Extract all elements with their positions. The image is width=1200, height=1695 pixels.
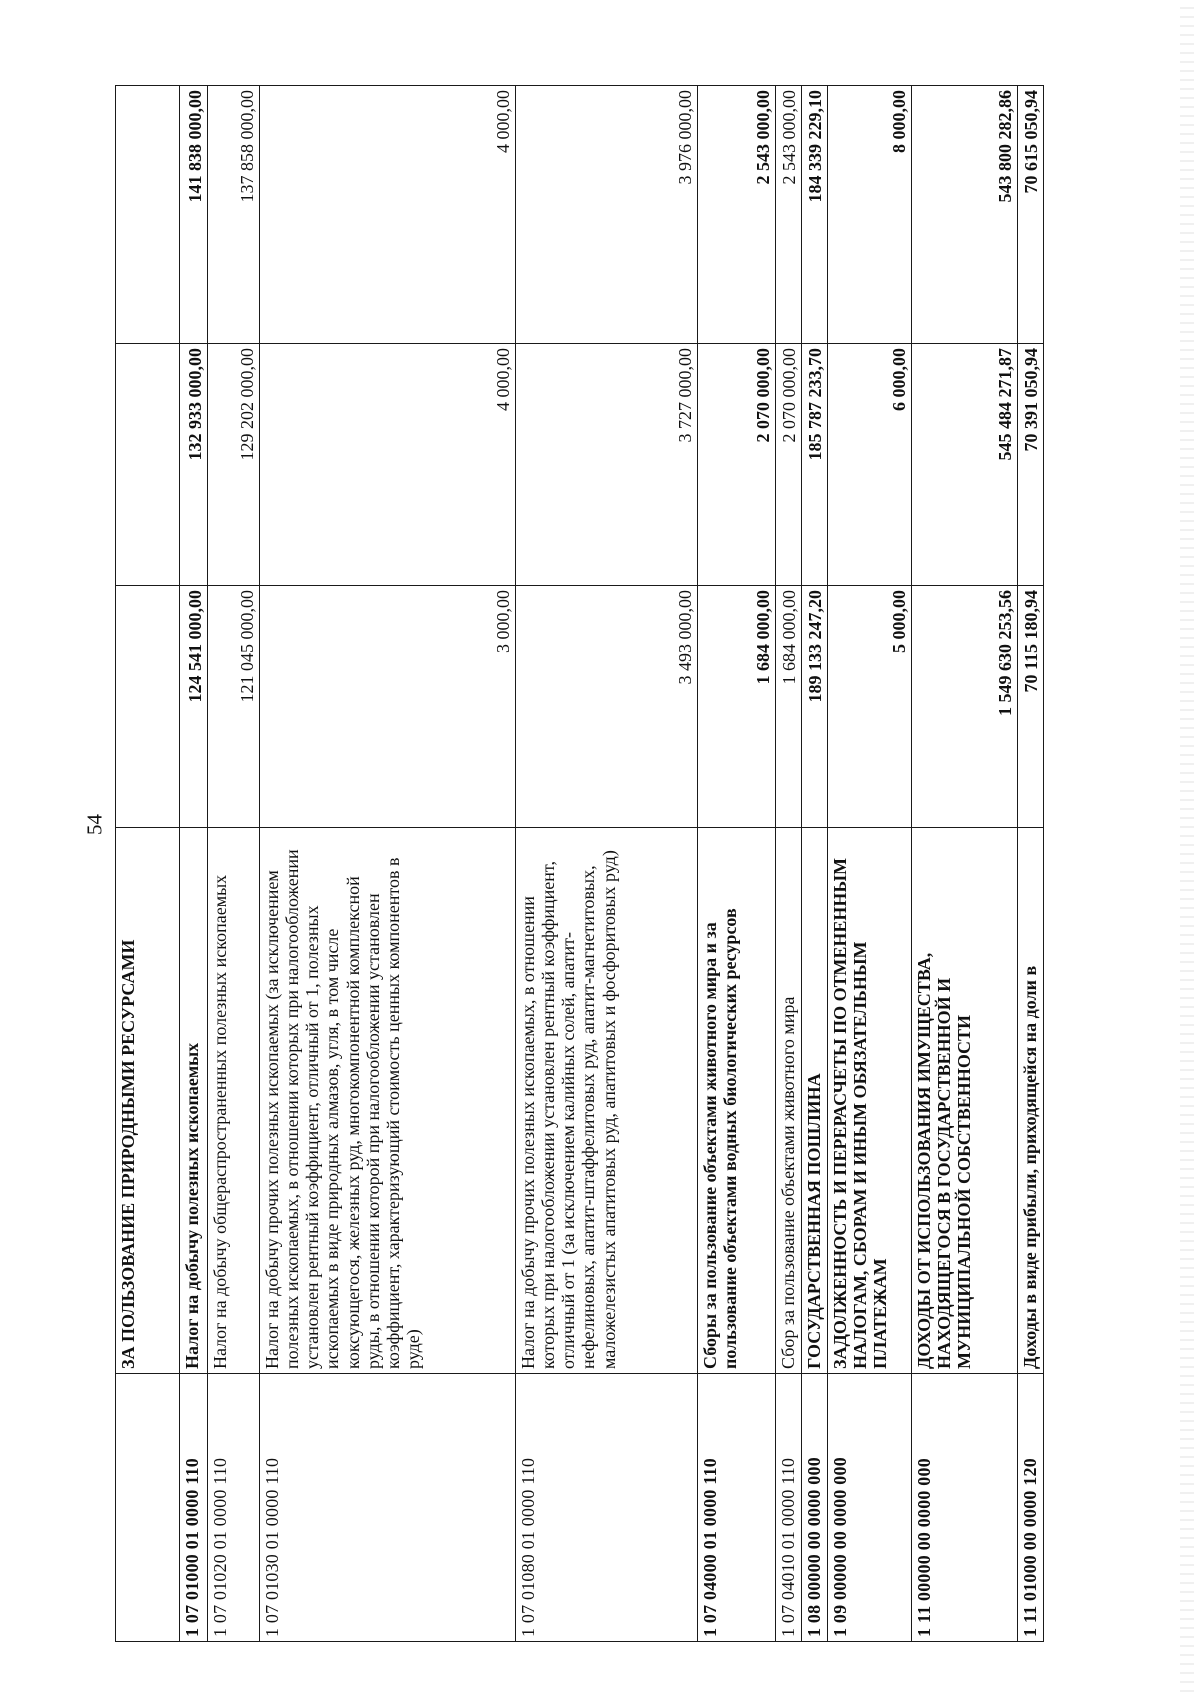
row-value-3: 137 858 000,00 — [208, 86, 260, 344]
row-name: Налог на добычу полезных ископаемых — [180, 828, 208, 1374]
row-value-2: 2 070 000,00 — [698, 344, 776, 586]
row-value-1: 1 684 000,00 — [776, 586, 802, 828]
row-value-2: 132 933 000,00 — [180, 344, 208, 586]
row-value-1: 1 549 630 253,56 — [912, 586, 1018, 828]
row-value-2: 2 070 000,00 — [776, 344, 802, 586]
table-row-header — [116, 86, 180, 1642]
row-value-2: 3 727 000,00 — [516, 344, 698, 586]
row-name: Налог на добычу общераспространенных полезных ископаемых — [208, 828, 260, 1374]
row-code: 1 09 00000 00 0000 000 — [828, 1374, 912, 1642]
row-name: Налог на добычу прочих полезных ископаемых, в отношении которых при налогообложении установлен рентный коэффициент, отличный от 1 (за исключением калийных солей, апатит-нефелиновых, апатит-штаффелитовых руд, апатит-магнетитовых, маложелезистых апатитовых руд, апатитовых и фосфоритовых руд) — [516, 828, 698, 1374]
row-value-3: 543 800 282,86 — [912, 86, 1018, 344]
row-name: Налог на добычу прочих полезных ископаемых (за исключением полезных ископаемых, в отношении которых при налогообложении установлен рентный коэффициент, отличный от 1, полезных ископаемых в виде природных алмазов, угля, в том числе коксующегося, железных руд, многокомпонентной комплексной руды, в отношении которой при налогообложении установлен коэффициент, характеризующий стоимость ценных компонентов в руде) — [260, 828, 516, 1374]
row-value-1: 1 684 000,00 — [698, 586, 776, 828]
table-row — [180, 86, 208, 1642]
table-row — [828, 86, 912, 1642]
row-value-1 — [116, 586, 180, 828]
page-number: 54 — [82, 814, 107, 835]
row-code: 1 07 04000 01 0000 110 — [698, 1374, 776, 1642]
row-value-3: 2 543 000,00 — [698, 86, 776, 344]
table-row — [776, 86, 802, 1642]
row-value-3: 184 339 229,10 — [802, 86, 828, 344]
row-name: ГОСУДАРСТВЕННАЯ ПОШЛИНА — [802, 828, 828, 1374]
rotated-sheet — [115, 86, 1041, 1642]
budget-table — [115, 85, 1044, 1642]
table-row — [260, 86, 516, 1642]
row-value-3: 4 000,00 — [260, 86, 516, 344]
row-value-2: 545 484 271,87 — [912, 344, 1018, 586]
scan-edge-artifact — [1180, 0, 1194, 1695]
row-value-1: 189 133 247,20 — [802, 586, 828, 828]
table-row — [912, 86, 1018, 1642]
row-value-2: 70 391 050,94 — [1018, 344, 1044, 586]
row-code: 1 07 01020 01 0000 110 — [208, 1374, 260, 1642]
row-value-1: 70 115 180,94 — [1018, 586, 1044, 828]
row-code: 1 07 04010 01 0000 110 — [776, 1374, 802, 1642]
row-value-1: 3 493 000,00 — [516, 586, 698, 828]
row-value-1: 124 541 000,00 — [180, 586, 208, 828]
table-row — [516, 86, 698, 1642]
row-value-2: 185 787 233,70 — [802, 344, 828, 586]
row-code: 1 07 01030 01 0000 110 — [260, 1374, 516, 1642]
row-name: Доходы в виде прибыли, приходящейся на доли в — [1018, 828, 1044, 1374]
row-code: 1 11 01000 00 0000 120 — [1018, 1374, 1044, 1642]
row-value-2: 129 202 000,00 — [208, 344, 260, 586]
row-value-3: 8 000,00 — [828, 86, 912, 344]
row-name: ЗАДОЛЖЕННОСТЬ И ПЕРЕРАСЧЕТЫ ПО ОТМЕНЕННЫМ НАЛОГАМ, СБОРАМ И ИНЫМ ОБЯЗАТЕЛЬНЫМ ПЛАТЕЖАМ — [828, 828, 912, 1374]
table-row — [802, 86, 828, 1642]
row-value-2: 4 000,00 — [260, 344, 516, 586]
row-value-1: 121 045 000,00 — [208, 586, 260, 828]
row-value-1: 5 000,00 — [828, 586, 912, 828]
row-value-2 — [116, 344, 180, 586]
row-code: 1 07 01080 01 0000 110 — [516, 1374, 698, 1642]
table-row — [1018, 86, 1044, 1642]
row-code: 1 11 00000 00 0000 000 — [912, 1374, 1018, 1642]
table-row — [208, 86, 260, 1642]
row-value-3: 70 615 050,94 — [1018, 86, 1044, 344]
row-name: Сборы за пользование объектами животного мира и за пользование объектами водных биологических ресурсов — [698, 828, 776, 1374]
row-name: ДОХОДЫ ОТ ИСПОЛЬЗОВАНИЯ ИМУЩЕСТВА, НАХОДЯЩЕГОСЯ В ГОСУДАРСТВЕННОЙ И МУНИЦИПАЛЬНОЙ СОБСТВЕННОСТИ — [912, 828, 1018, 1374]
row-name: ЗА ПОЛЬЗОВАНИЕ ПРИРОДНЫМИ РЕСУРСАМИ — [116, 828, 180, 1374]
row-value-1: 3 000,00 — [260, 586, 516, 828]
row-code — [116, 1374, 180, 1642]
row-code: 1 07 01000 01 0000 110 — [180, 1374, 208, 1642]
table-row — [698, 86, 776, 1642]
row-name: Сбор за пользование объектами животного мира — [776, 828, 802, 1374]
row-code: 1 08 00000 00 0000 000 — [802, 1374, 828, 1642]
row-value-3: 3 976 000,00 — [516, 86, 698, 344]
row-value-3: 2 543 000,00 — [776, 86, 802, 344]
row-value-3 — [116, 86, 180, 344]
row-value-3: 141 838 000,00 — [180, 86, 208, 344]
row-value-2: 6 000,00 — [828, 344, 912, 586]
